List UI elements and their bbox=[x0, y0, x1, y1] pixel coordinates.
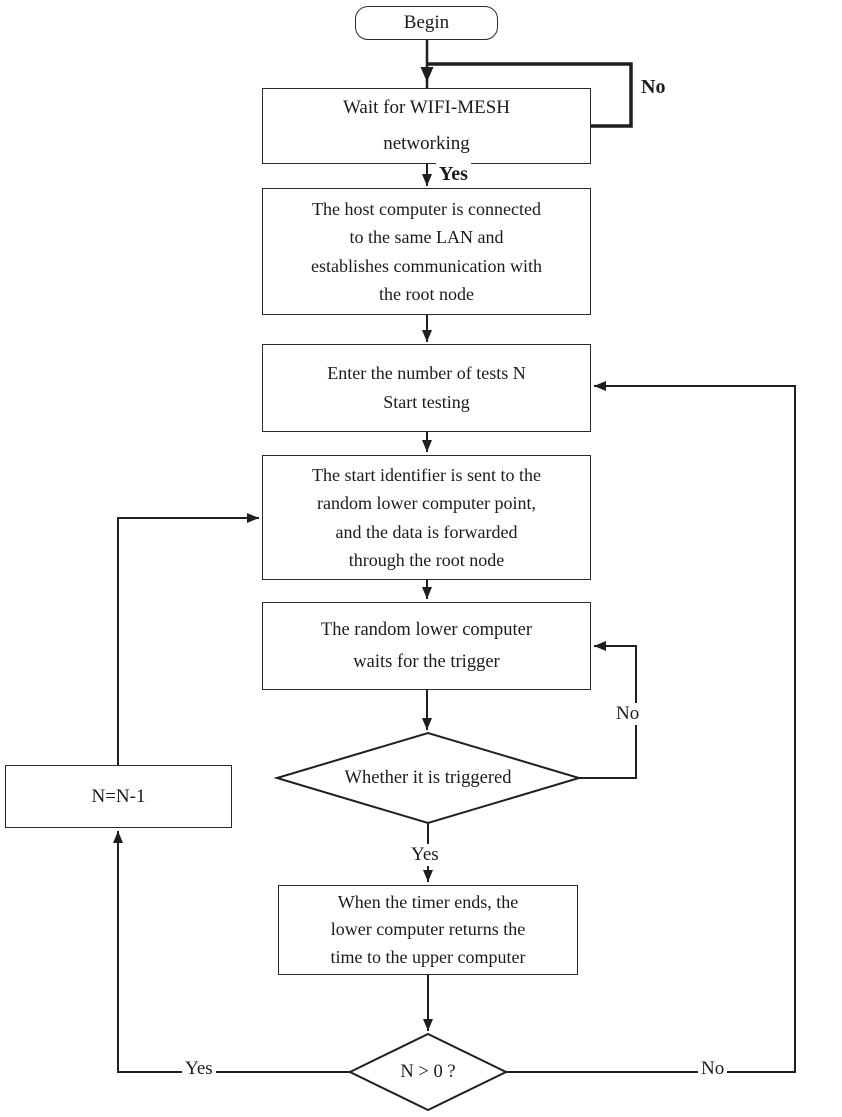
node-wait-line: Wait for WIFI-MESH bbox=[343, 97, 510, 118]
node-identifier-line: through the root node bbox=[348, 550, 505, 570]
node-begin-label: Begin bbox=[403, 12, 450, 33]
node-enter-line: Start testing bbox=[383, 392, 470, 412]
edge-decrement-to-identifier bbox=[118, 518, 259, 765]
node-timer-line: lower computer returns the bbox=[330, 919, 526, 940]
edge-label-yes-networking: Yes bbox=[436, 163, 471, 186]
node-host-line: establishes communication with bbox=[311, 255, 542, 276]
node-wait-trigger bbox=[262, 602, 591, 690]
node-decrement bbox=[5, 765, 232, 828]
node-enter-line: Enter the number of tests N bbox=[327, 363, 526, 383]
node-identifier-line: random lower computer point, bbox=[317, 493, 536, 513]
node-identifier-line: and the data is forwarded bbox=[335, 521, 518, 542]
edge-label-no-trigger: No bbox=[613, 703, 642, 725]
edge-label-no-n-positive: No bbox=[698, 1058, 727, 1080]
edge-label-no-networking: No bbox=[638, 76, 668, 99]
node-identifier-line: The start identifier is sent to the bbox=[312, 464, 541, 485]
node-wait-networking bbox=[262, 88, 591, 164]
node-host-line: the root node bbox=[379, 284, 474, 304]
node-timer-line: time to the upper computer bbox=[330, 946, 526, 967]
edge-label-yes-trigger: Yes bbox=[408, 844, 442, 866]
node-timer-return bbox=[278, 885, 578, 975]
node-timer-line: When the timer ends, the bbox=[337, 891, 519, 912]
node-enter-tests bbox=[262, 344, 591, 432]
decision-trigger-label: Whether it is triggered bbox=[344, 767, 512, 788]
edge-label-yes-n-positive: Yes bbox=[182, 1058, 216, 1080]
node-wait-trigger-line: The random lower computer bbox=[320, 620, 533, 640]
node-host-line: The host computer is connected bbox=[312, 198, 541, 219]
node-host-connect bbox=[262, 188, 591, 315]
node-start-identifier bbox=[262, 455, 591, 580]
node-wait-trigger-line: waits for the trigger bbox=[353, 652, 500, 672]
node-begin bbox=[355, 6, 498, 40]
node-host-line: to the same LAN and bbox=[349, 227, 504, 247]
node-wait-line: networking bbox=[383, 133, 470, 154]
decision-ncheck-label: N > 0 ? bbox=[400, 1061, 456, 1082]
node-decrement-label: N=N-1 bbox=[91, 785, 146, 807]
